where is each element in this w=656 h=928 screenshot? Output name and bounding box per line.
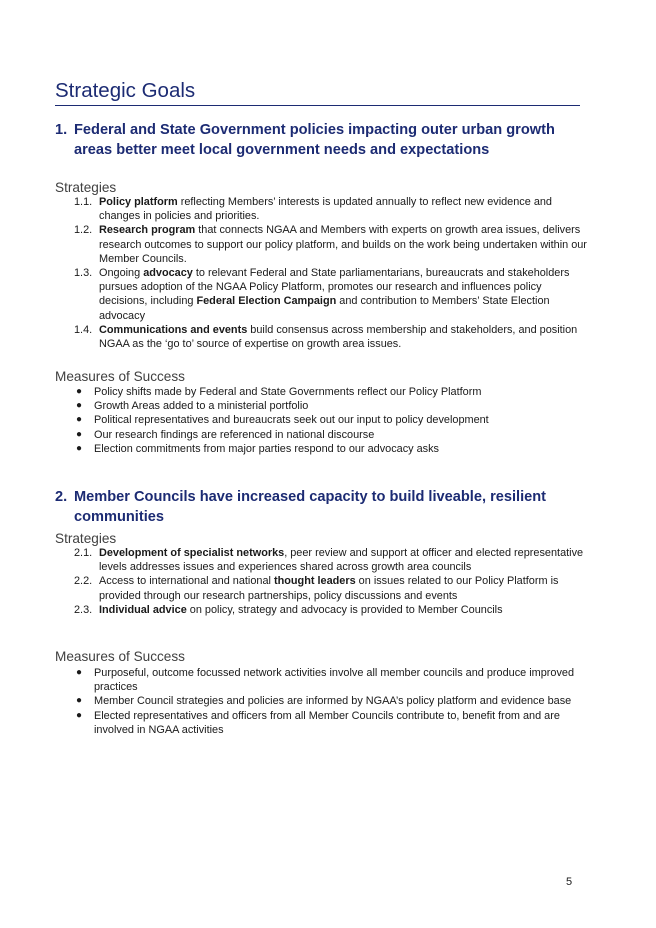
measure-item: [73, 428, 588, 442]
measure-item: [73, 666, 588, 694]
goal-1-strategies-heading: Strategies: [55, 180, 117, 195]
strategy-item: [74, 603, 589, 617]
measure-text: Member Council strategies and policies are informed by NGAA’s policy platform and evidence base: [94, 695, 572, 708]
bullet-icon: ●: [76, 667, 83, 678]
strategy-emphasis: thought leaders: [273, 575, 356, 588]
strategy-emphasis: Development of specialist networks: [99, 547, 285, 559]
strategy-text: on policy, strategy and advocacy is provided to Member Councils: [186, 603, 503, 616]
strategy-text: and contribution to Members’ State Election advocacy: [99, 295, 550, 322]
page-title: Strategic Goals: [55, 78, 580, 106]
strategy-emphasis: Policy platform: [99, 196, 178, 208]
strategy-text: reflecting Members’ interests is updated annually to reflect new evidence and changes in policies and priorities.: [99, 196, 552, 223]
strategy-number: 2.2.: [74, 575, 93, 588]
goal-1-measures-list: [73, 385, 588, 456]
strategy-text: Ongoing: [99, 267, 144, 280]
goal-1-number: 1.: [55, 122, 68, 138]
strategy-number: 2.3.: [74, 603, 93, 616]
bullet-icon: ●: [76, 400, 83, 412]
strategy-item: [74, 266, 589, 323]
strategy-emphasis: Federal Election Campaign: [196, 295, 337, 308]
goal-2-strategies-list: [74, 546, 589, 617]
measure-item: [73, 442, 588, 456]
strategy-text: on issues related to our Policy Platform is provided through our research partnerships, policy discussions and events: [99, 575, 559, 602]
strategy-item: [74, 323, 589, 351]
measure-text: Election commitments from major parties respond to our advocacy asks: [94, 442, 440, 455]
goal-2-strategies-heading: Strategies: [55, 531, 117, 546]
goal-2-measures-list: [73, 666, 588, 737]
goal-2-text: Member Councils have increased capacity to build liveable, resilient communities: [74, 489, 547, 525]
strategy-number: 1.2.: [74, 224, 93, 237]
strategy-emphasis: Research program: [99, 224, 196, 237]
strategy-item: [74, 546, 589, 574]
measure-item: [73, 399, 588, 413]
strategy-item: [74, 195, 589, 223]
strategy-text: , peer review and support at officer and elected representative levels addresses issues and experiences shared across growth area councils: [99, 547, 584, 574]
bullet-icon: ●: [76, 428, 83, 440]
measure-text: Purposeful, outcome focussed network activities involve all member councils and produce improved practices: [94, 667, 575, 694]
measure-item: [73, 413, 588, 427]
strategy-number: 1.1.: [74, 196, 93, 208]
goal-1-text: Federal and State Government policies impacting outer urban growth areas better meet local government needs and expectations: [74, 122, 555, 158]
strategy-number: 1.3.: [74, 267, 93, 280]
strategy-text: Access to international and national: [99, 575, 274, 588]
page-number: 5: [566, 876, 573, 888]
strategy-item: [74, 574, 589, 602]
strategy-number: 2.1.: [74, 547, 93, 559]
strategy-emphasis: Individual advice: [99, 603, 187, 616]
measure-item: [73, 709, 588, 737]
measure-item: [73, 385, 588, 399]
bullet-icon: ●: [76, 695, 83, 707]
goal-2-number: 2.: [55, 489, 68, 505]
measure-text: Policy shifts made by Federal and State Governments reflect our Policy Platform: [94, 386, 482, 398]
strategy-text: to relevant Federal and State parliamentarians, bureaucrats and stakeholders pursues adoption of the NGAA Policy Platform, promotes our research and influences policy decisions, including: [99, 267, 570, 308]
goal-2-measures-heading: Measures of Success: [55, 649, 185, 664]
strategy-emphasis: Communications and events: [99, 323, 248, 336]
bullet-icon: ●: [76, 414, 83, 426]
goal-2-heading: [55, 488, 595, 527]
measure-text: Political representatives and bureaucrats seek out our input to policy development: [94, 414, 489, 427]
strategy-number: 1.4.: [74, 323, 93, 336]
bullet-icon: ●: [76, 386, 83, 397]
bullet-icon: ●: [76, 709, 83, 721]
goal-1-heading: [55, 121, 595, 160]
strategy-text: build consensus across membership and stakeholders, and position NGAA as the ‘go to’ source of expertise on growth area issues.: [99, 323, 578, 351]
measure-text: Our research findings are referenced in national discourse: [94, 428, 375, 441]
goal-1-strategies-list: [74, 195, 589, 351]
strategy-item: [74, 223, 589, 266]
goal-1-measures-heading: Measures of Success: [55, 369, 185, 384]
strategy-text: that connects NGAA and Members with experts on growth area issues, delivers research outcomes to support our policy platform, and builds on the work being undertaken within our Member Councils.: [99, 224, 587, 265]
measure-item: [73, 694, 588, 708]
bullet-icon: ●: [76, 442, 83, 454]
measure-text: Growth Areas added to a ministerial portfolio: [94, 400, 309, 413]
measure-text: Elected representatives and officers from all Member Councils contribute to, benefit from and are involved in NGAA activities: [94, 709, 560, 736]
strategy-emphasis: advocacy: [143, 267, 193, 280]
